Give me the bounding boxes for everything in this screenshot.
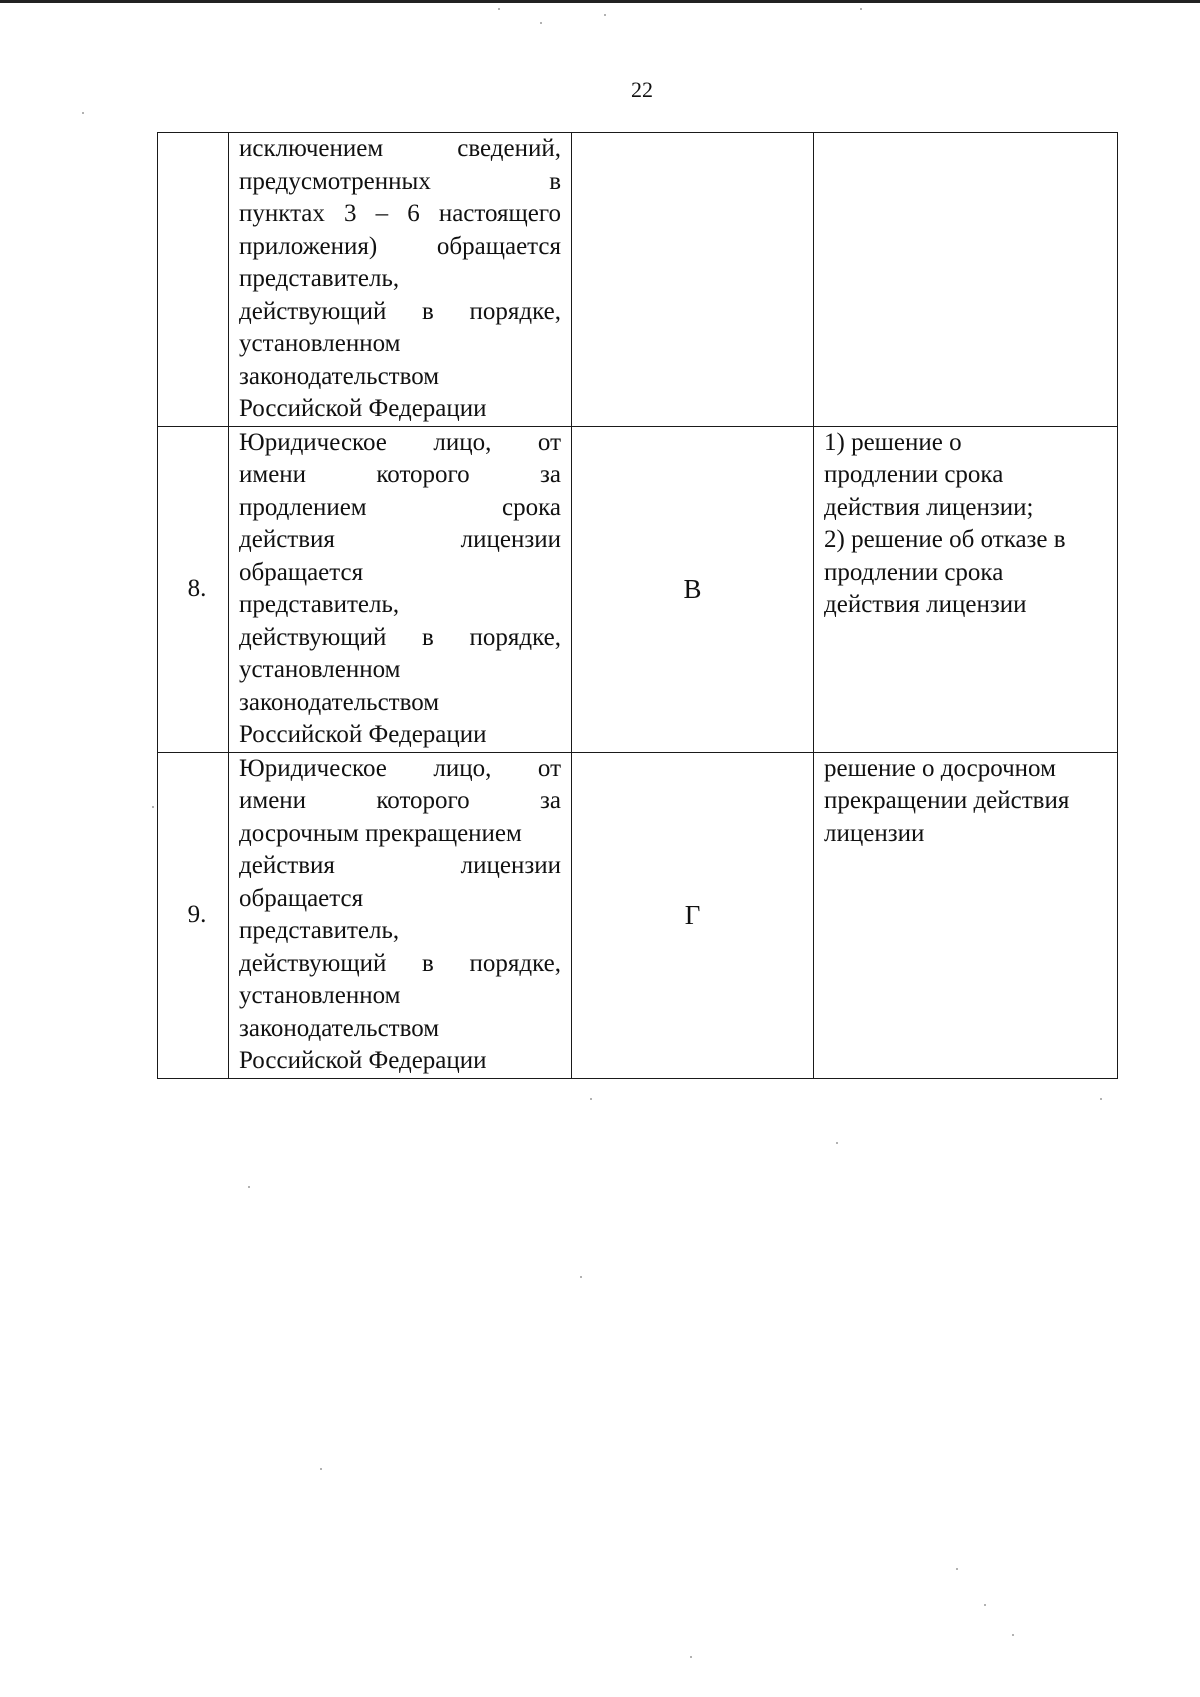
result-cell (814, 752, 1118, 1078)
scan-speck (152, 806, 154, 808)
applicant-cell (229, 133, 572, 427)
result-line: решение о досрочном (824, 754, 1056, 782)
applicant-line: представитель, (239, 265, 400, 292)
applicant-line: Юридическое лицо, от (239, 428, 561, 456)
applicant-line: представитель, (239, 917, 400, 944)
row-number-cell (158, 752, 229, 1078)
applicant-line: Юридическое лицо, от (239, 754, 561, 782)
applicant-line: действия лицензии (239, 852, 561, 879)
scan-speck (1100, 1098, 1102, 1100)
applicant-line: действия лицензии (239, 526, 561, 553)
applicant-line: обращается (239, 558, 364, 586)
result-line: 1) решение о (824, 428, 962, 456)
row-number: 8. (187, 574, 207, 602)
code-value: Г (684, 899, 701, 930)
result-line: лицензии (824, 819, 925, 847)
result-line: продлении срока (824, 558, 1004, 586)
scan-speck (860, 8, 862, 10)
scan-speck (540, 22, 542, 24)
scan-speck (82, 112, 84, 114)
table-row (158, 133, 1118, 427)
row-number: 9. (187, 900, 207, 928)
applicant-line: исключением сведений, (239, 135, 561, 162)
applicant-line: имени которого за (239, 461, 561, 488)
code-cell (572, 426, 814, 752)
scan-speck (580, 1276, 582, 1278)
applicant-line: приложения) обращается (239, 232, 561, 260)
scan-speck (836, 1142, 838, 1144)
table-row (158, 752, 1118, 1078)
applicant-line: представитель, (239, 591, 400, 618)
scan-speck (604, 14, 606, 16)
scan-speck (590, 1098, 592, 1100)
row-number-cell (158, 133, 229, 427)
applicant-cell (229, 752, 572, 1078)
result-cell (814, 426, 1118, 752)
scan-top-edge (0, 0, 1200, 3)
applicant-line: установленном (239, 330, 401, 357)
applicant-line: досрочным прекращением (239, 819, 522, 847)
applicant-line: действующий в порядке, (239, 949, 561, 977)
applicant-line: продлением срока (239, 493, 561, 521)
applicant-line: Российской Федерации (239, 1047, 487, 1074)
applicant-line: действующий в порядке, (239, 297, 561, 325)
applicant-line: установленном (239, 656, 401, 683)
applicant-line: обращается (239, 884, 364, 912)
scan-speck (690, 1656, 692, 1658)
table-row (158, 426, 1118, 752)
code-value: В (683, 573, 702, 604)
applicant-line: пунктах 3 – 6 настоящего (239, 200, 561, 227)
applicant-cell (229, 426, 572, 752)
result-line: действия лицензии; (824, 493, 1034, 521)
scan-speck (984, 1604, 986, 1606)
page-number: 22 (631, 77, 653, 102)
result-line: продлении срока (824, 461, 1004, 488)
result-line: прекращении действия (824, 787, 1070, 814)
result-line: 2) решение об отказе в (824, 526, 1066, 553)
applicant-line: законодательством (239, 688, 440, 716)
applicant-line: установленном (239, 982, 401, 1009)
applicant-line: законодательством (239, 362, 440, 390)
scan-speck (956, 1568, 958, 1570)
applicant-line: Российской Федерации (239, 721, 487, 748)
result-line: действия лицензии (824, 591, 1027, 618)
row-number-cell (158, 426, 229, 752)
applicant-line: имени которого за (239, 787, 561, 814)
code-cell (572, 752, 814, 1078)
result-cell (814, 133, 1118, 427)
scan-speck (1012, 1634, 1014, 1636)
applicant-line: действующий в порядке, (239, 623, 561, 651)
applicant-line: предусмотренных в (239, 167, 561, 195)
scan-speck (498, 8, 500, 10)
applicant-line: Российской Федерации (239, 395, 487, 422)
applicant-line: законодательством (239, 1014, 440, 1042)
code-cell (572, 133, 814, 427)
scan-speck (320, 1468, 322, 1470)
scan-speck (248, 1186, 250, 1188)
licensing-table (157, 132, 1118, 1079)
